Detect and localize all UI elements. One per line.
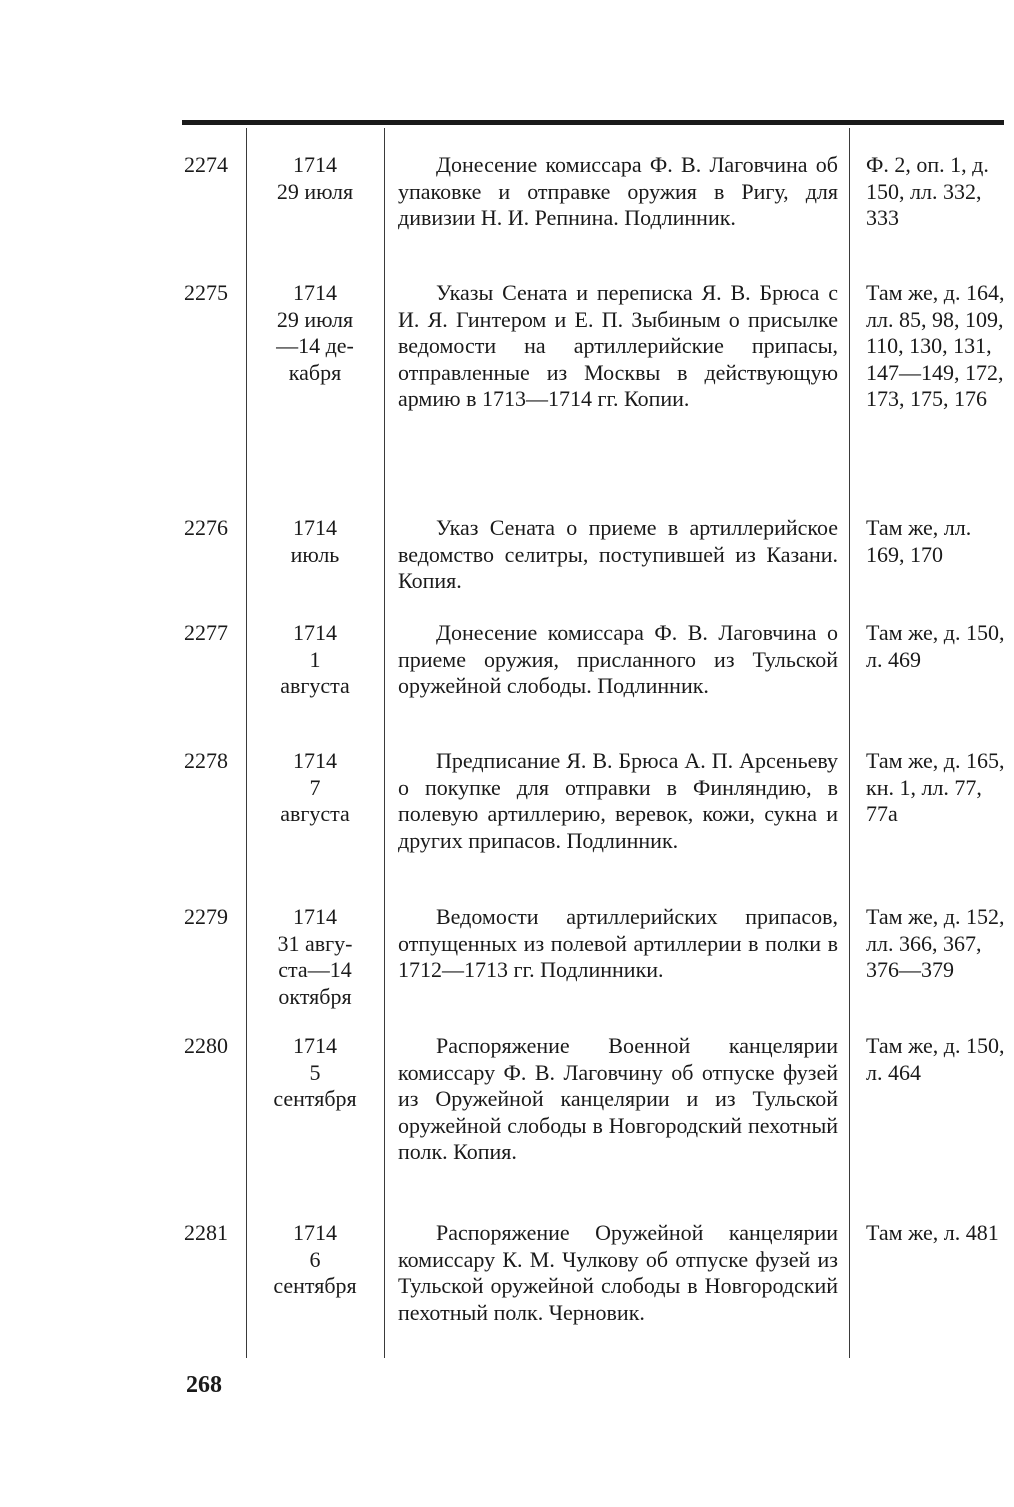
column-divider-date-description xyxy=(384,128,385,1358)
entry-reference: Ф. 2, оп. 1, д. 150, лл. 332, 333 xyxy=(866,152,989,230)
entry-number: 2280 xyxy=(184,1033,228,1058)
column-divider-description-reference xyxy=(849,128,850,1358)
entry-description: Предписание Я. В. Брюса А. П. Арсеньеву о покупке для отправки в Финляндию, в полевую артиллерию, веревок, кожи, сукна и других припасов. Подлинник. xyxy=(398,748,838,853)
entry-description: Распоряжение Оружейной канцелярии комиссару К. М. Чулкову об отпуске фузей из Тульской оружейной слободы в Новгородский пехотный полк. Черновик. xyxy=(398,1220,838,1325)
entry-number: 2276 xyxy=(184,515,228,540)
entry-description: Донесение комиссара Ф. В. Лаговчина о приеме оружия, присланного из Тульской оружейной слободы. Подлинник. xyxy=(398,620,838,698)
page-number: 268 xyxy=(186,1372,222,1398)
entry-reference: Там же, д. 152, лл. 366, 367, 376—379 xyxy=(866,904,1005,982)
entry-date: 1714 1 августа xyxy=(280,620,350,698)
entry-description: Указы Сената и переписка Я. В. Брюса с И. Я. Гинтером и Е. П. Зыбиным о присылке ведомости на артиллерийские припасы, отправленные из Москвы в действующую армию в 1713—1714 гг. Копии. xyxy=(398,280,838,411)
entry-date: 1714 июль xyxy=(290,515,340,567)
entry-description: Указ Сената о приеме в артиллерийское ведомство селитры, поступившей из Казани. Копия. xyxy=(398,515,838,593)
entry-reference: Там же, д. 165, кн. 1, лл. 77, 77а xyxy=(866,748,1005,826)
entry-number: 2275 xyxy=(184,280,228,305)
entry-reference: Там же, д. 164, лл. 85, 98, 109, 110, 130, 131, 147—149, 172, 173, 175, 176 xyxy=(866,280,1005,411)
entry-description: Распоряжение Военной канцелярии комиссару Ф. В. Лаговчину об отпуске фузей из Оружейной канцелярии и из Тульской оружейной слободы в Новгородский пехотный полк. Копия. xyxy=(398,1033,838,1164)
entry-reference: Там же, лл. 169, 170 xyxy=(866,515,972,567)
entry-date: 1714 7 августа xyxy=(280,748,350,826)
entry-date: 1714 31 авгу- ста—14 октября xyxy=(277,904,353,1009)
entry-date: 1714 5 сентября xyxy=(273,1033,357,1111)
entry-number: 2278 xyxy=(184,748,228,773)
entry-reference: Там же, л. 481 xyxy=(866,1220,999,1245)
entry-description: Ведомости артиллерийских припасов, отпущенных из полевой артиллерии в полки в 1712—1713 гг. Подлинники. xyxy=(398,904,838,982)
entry-reference: Там же, д. 150, л. 464 xyxy=(866,1033,1005,1085)
top-rule xyxy=(182,120,1004,125)
entry-number: 2279 xyxy=(184,904,228,929)
column-divider-number-date xyxy=(246,128,247,1358)
entry-number: 2277 xyxy=(184,620,228,645)
entry-reference: Там же, д. 150, л. 469 xyxy=(866,620,1005,672)
entry-number: 2274 xyxy=(184,152,228,177)
entry-date: 1714 6 сентября xyxy=(273,1220,357,1298)
entry-description: Донесение комиссара Ф. В. Лаговчина об упаковке и отправке оружия в Ригу, для дивизии Н. И. Репнина. Подлинник. xyxy=(398,152,838,230)
entry-number: 2281 xyxy=(184,1220,228,1245)
entry-date: 1714 29 июля —14 де- кабря xyxy=(276,280,354,385)
entry-date: 1714 29 июля xyxy=(276,152,354,204)
